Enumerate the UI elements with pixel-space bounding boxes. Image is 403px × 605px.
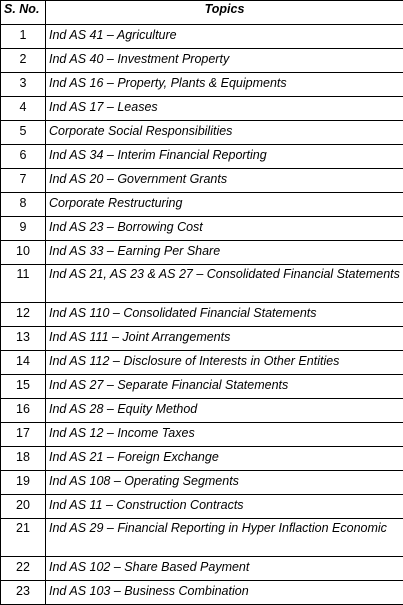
- table-row: [1, 351, 403, 375]
- row-topic: Ind AS 110 – Consolidated Financial Statements: [46, 303, 403, 327]
- row-number: 5: [1, 121, 46, 145]
- row-topic: Ind AS 23 – Borrowing Cost: [46, 217, 403, 241]
- row-topic: Ind AS 41 – Agriculture: [46, 25, 403, 49]
- row-topic: Ind AS 17 – Leases: [46, 97, 403, 121]
- row-number: 6: [1, 145, 46, 169]
- header-sno: S. No.: [1, 1, 46, 25]
- row-number: 9: [1, 217, 46, 241]
- row-number: 10: [1, 241, 46, 265]
- row-topic: Ind AS 112 – Disclosure of Interests in Other Entities: [46, 351, 403, 375]
- row-topic: Ind AS 33 – Earning Per Share: [46, 241, 403, 265]
- row-number: 2: [1, 49, 46, 73]
- row-topic: Ind AS 11 – Construction Contracts: [46, 495, 403, 519]
- row-number: 20: [1, 495, 46, 519]
- row-topic: Ind AS 21 – Foreign Exchange: [46, 447, 403, 471]
- row-number: 12: [1, 303, 46, 327]
- table-row: [1, 581, 403, 605]
- row-topic: Ind AS 102 – Share Based Payment: [46, 557, 403, 581]
- table-row: [1, 265, 403, 303]
- row-number: 3: [1, 73, 46, 97]
- table-row: [1, 423, 403, 447]
- row-number: 21: [1, 519, 46, 557]
- row-topic: Ind AS 12 – Income Taxes: [46, 423, 403, 447]
- row-topic: Ind AS 21, AS 23 & AS 27 – Consolidated Financial Statements: [46, 265, 403, 303]
- table-row: [1, 169, 403, 193]
- row-number: 11: [1, 265, 46, 303]
- table-row: [1, 327, 403, 351]
- row-number: 13: [1, 327, 46, 351]
- row-topic: Ind AS 20 – Government Grants: [46, 169, 403, 193]
- table-row: [1, 495, 403, 519]
- table-row: [1, 217, 403, 241]
- table-row: [1, 519, 403, 557]
- table-row: [1, 241, 403, 265]
- table-row: [1, 145, 403, 169]
- row-topic: Ind AS 29 – Financial Reporting in Hyper Inflaction Economic: [46, 519, 403, 557]
- row-number: 14: [1, 351, 46, 375]
- row-number: 7: [1, 169, 46, 193]
- table-row: [1, 303, 403, 327]
- table-row: [1, 121, 403, 145]
- row-number: 17: [1, 423, 46, 447]
- table-row: [1, 399, 403, 423]
- table-row: [1, 49, 403, 73]
- row-number: 16: [1, 399, 46, 423]
- table-row: [1, 375, 403, 399]
- table-row: [1, 25, 403, 49]
- table-row: [1, 193, 403, 217]
- row-topic: Ind AS 103 – Business Combination: [46, 581, 403, 605]
- table-header-row: [1, 1, 403, 25]
- row-number: 22: [1, 557, 46, 581]
- row-topic: Ind AS 16 – Property, Plants & Equipments: [46, 73, 403, 97]
- row-topic: Ind AS 40 – Investment Property: [46, 49, 403, 73]
- row-number: 8: [1, 193, 46, 217]
- row-topic: Corporate Social Responsibilities: [46, 121, 403, 145]
- row-number: 4: [1, 97, 46, 121]
- header-topics: Topics: [46, 1, 403, 25]
- row-number: 23: [1, 581, 46, 605]
- table-row: [1, 471, 403, 495]
- row-topic: Corporate Restructuring: [46, 193, 403, 217]
- row-number: 19: [1, 471, 46, 495]
- row-number: 1: [1, 25, 46, 49]
- row-topic: Ind AS 108 – Operating Segments: [46, 471, 403, 495]
- table-row: [1, 447, 403, 471]
- table-row: [1, 97, 403, 121]
- row-topic: Ind AS 111 – Joint Arrangements: [46, 327, 403, 351]
- row-topic: Ind AS 27 – Separate Financial Statements: [46, 375, 403, 399]
- row-number: 15: [1, 375, 46, 399]
- row-topic: Ind AS 34 – Interim Financial Reporting: [46, 145, 403, 169]
- row-topic: Ind AS 28 – Equity Method: [46, 399, 403, 423]
- table-row: [1, 557, 403, 581]
- row-number: 18: [1, 447, 46, 471]
- table-row: [1, 73, 403, 97]
